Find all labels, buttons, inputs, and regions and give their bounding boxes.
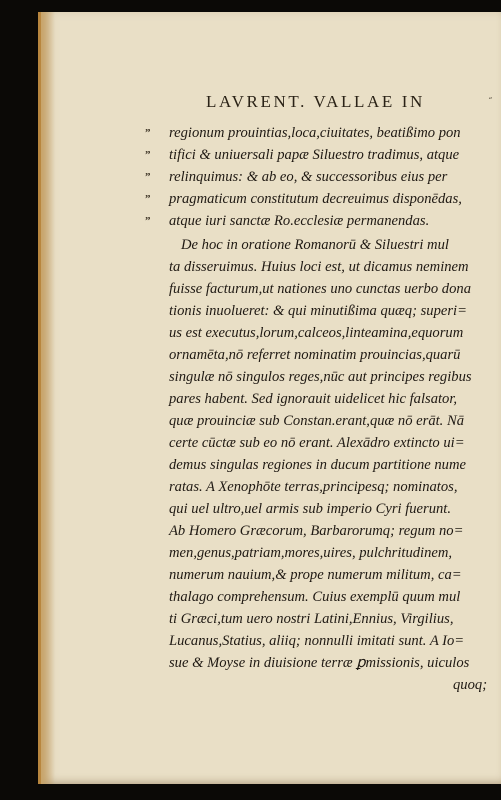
text-line: relinquimus: & ab eo, & successoribus eius per	[169, 169, 448, 185]
text-line: ta disseruimus. Huius loci est, ut dicamus neminem	[169, 259, 469, 275]
running-head-text: LAVRENT. VALLAE IN	[206, 92, 425, 111]
quotation-mark: ”	[145, 127, 151, 139]
quotation-mark: ”	[145, 171, 151, 183]
text-line: singulæ nō singulos reges,nūc aut principes regibus	[169, 369, 472, 385]
running-head-mark: ˝	[489, 96, 492, 106]
text-line: tionis inuolueret: & qui minutißima quæq; superi=	[169, 303, 467, 319]
text-line: quæ prouinciæ sub Constan.erant,quæ nō erāt. Nā	[169, 413, 465, 429]
quotation-mark: ”	[145, 149, 151, 161]
text-line: Lucanus,Statius, aliiq; nonnulli imitati sunt. A Io=	[169, 633, 465, 649]
text-line: tifici & uniuersali papæ Siluestro tradimus, atque	[169, 147, 460, 163]
text-line: demus singulas regiones in ducum partitione nume	[169, 457, 466, 473]
text-line: sue & Moyse in diuisione terræ ꝑmissionis, uiculos	[169, 655, 470, 671]
text-line: pragmaticum constitutum decreuimus disponēdas,	[169, 191, 462, 207]
text-line: ornamēta,nō referret nominatim prouincias,quarū	[169, 347, 461, 363]
text-line: thalago comprehensum. Cuius exemplū quum mul	[169, 589, 461, 605]
text-line: ratas. A Xenophōte terras,principesq; nominatos,	[169, 479, 458, 495]
text-line: pares habent. Sed ignorauit uidelicet hic falsator,	[169, 391, 458, 407]
text-line: numerum nauium,& prope numerum militum, ca=	[169, 567, 462, 583]
text-line: De hoc in oratione Romanorū & Siluestri mul	[181, 237, 449, 253]
text-line: certe cūctæ sub eo nō erant. Alexādro extincto ui=	[169, 435, 465, 451]
book-page	[38, 12, 501, 784]
text-line: us est executus,lorum,calceos,linteamina,equorum	[169, 325, 464, 341]
text-line: qui uel ultro,uel armis sub imperio Cyri fuerunt.	[169, 501, 452, 517]
quotation-mark: ”	[145, 193, 151, 205]
catchword: quoq;	[453, 677, 488, 693]
text-line: men,genus,patriam,mores,uires, pulchritudinem,	[169, 545, 453, 561]
text-line: atque iuri sanctæ Ro.ecclesiæ permanendas.	[169, 213, 430, 229]
text-line: Ab Homero Græcorum, Barbarorumq; regum no=	[169, 523, 464, 539]
text-line: fuisse facturum,ut nationes uno cunctas uerbo dona	[169, 281, 471, 297]
text-line: regionum prouintias,loca,ciuitates, beatißimo pon	[169, 125, 461, 141]
text-line: ti Græci,tum uero nostri Latini,Ennius, Virgilius,	[169, 611, 454, 627]
page-text-block	[41, 12, 501, 784]
quotation-mark: ”	[145, 215, 151, 227]
